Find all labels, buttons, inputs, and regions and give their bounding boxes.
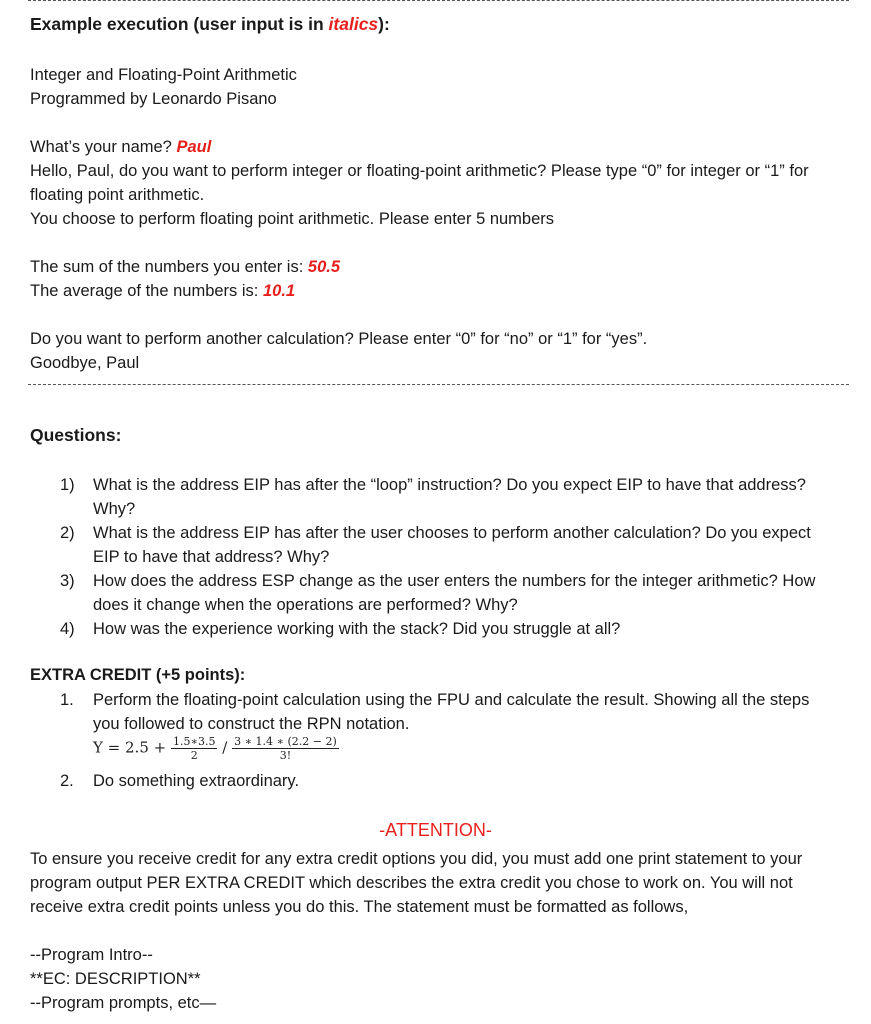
extra-credit-number: 1. <box>60 691 74 709</box>
top-divider <box>28 0 849 1</box>
extra-credit-number: 2. <box>60 772 74 790</box>
goodbye-text: Goodbye, Paul <box>30 354 140 372</box>
format-line: **EC: DESCRIPTION** <box>30 970 201 988</box>
format-line: --Program prompts, etc— <box>30 994 217 1012</box>
question-item <box>60 521 840 569</box>
heading-suffix: ): <box>378 14 390 34</box>
equation-fraction-2 <box>232 735 339 762</box>
again-prompt: Do you want to perform another calculation? Please enter “0” for “no” or “1” for “yes”. <box>30 330 648 348</box>
name-prompt: What’s your name? <box>30 138 172 156</box>
heading-italic-word: italics <box>328 14 379 34</box>
equation-lhs: Y = 2.5 + <box>93 738 167 757</box>
intro-author: Programmed by Leonardo Pisano <box>30 90 277 108</box>
intro-title: Integer and Floating-Point Arithmetic <box>30 66 297 84</box>
question-text: What is the address EIP has after the user chooses to perform another calculation? Do you expect EIP to have that address? Why? <box>93 524 811 566</box>
question-text: What is the address EIP has after the “loop” instruction? Do you expect EIP to have that address? Why? <box>93 476 806 518</box>
example-heading <box>30 12 850 36</box>
hello-text: Hello, Paul, do you want to perform integer or floating-point arithmetic? Please type “0” for integer or “1” for floating point arithmetic. <box>30 162 809 204</box>
question-item <box>60 617 840 641</box>
question-number: 3) <box>60 572 75 590</box>
average-label: The average of the numbers is: <box>30 282 259 300</box>
format-example <box>30 943 850 1015</box>
attention-title: -ATTENTION- <box>379 820 492 840</box>
extra-credit-text: Perform the floating-point calculation using the FPU and calculate the result. Showing all the steps you followed to construct the RPN notation. <box>93 691 810 733</box>
heading-prefix: Example execution (user input is in <box>30 14 329 34</box>
average-line <box>30 279 850 303</box>
fraction-2-numerator: 3 ∗ 1.4 ∗ (2.2 − 2) <box>234 735 337 748</box>
extra-credit-item <box>60 769 840 793</box>
fraction-1-numerator: 1.5∗3.5 <box>172 735 216 748</box>
question-number: 1) <box>60 476 75 494</box>
question-number: 4) <box>60 620 75 638</box>
question-item <box>60 473 840 521</box>
sum-value: 50.5 <box>307 258 341 276</box>
questions-title: Questions: <box>30 425 122 445</box>
sum-label: The sum of the numbers you enter is: <box>30 258 304 276</box>
question-text: How does the address ESP change as the user enters the numbers for the integer arithmetic? How does it change when the operations are performed? Why? <box>93 572 816 614</box>
results <box>30 255 850 303</box>
format-line: --Program Intro-- <box>30 946 153 964</box>
program-intro <box>30 63 850 111</box>
sum-line <box>30 255 850 279</box>
extra-credit-item <box>60 688 840 736</box>
name-input-value: Paul <box>176 138 212 156</box>
execution-dialog <box>30 135 850 231</box>
name-prompt-line <box>30 135 850 159</box>
choose-text: You choose to perform floating point arithmetic. Please enter 5 numbers <box>30 210 555 228</box>
equation-slash: / <box>222 738 228 757</box>
question-text: How was the experience working with the stack? Did you struggle at all? <box>93 620 621 638</box>
average-value: 10.1 <box>262 282 296 300</box>
extra-credit-title: EXTRA CREDIT (+5 points): <box>30 666 246 684</box>
closing-dialog <box>30 327 850 375</box>
extra-credit-text: Do something extraordinary. <box>93 772 300 790</box>
attention-body: To ensure you receive credit for any extra credit options you did, you must add one print statement to your program output PER EXTRA CREDIT which describes the extra credit you chose to work on. You will not receive extra credit points unless you do this. The statement must be formatted as follows, <box>30 850 803 916</box>
equation-fraction-1 <box>171 735 217 762</box>
fraction-2-denominator: 3! <box>279 749 292 762</box>
middle-divider <box>28 384 849 385</box>
question-number: 2) <box>60 524 75 542</box>
fraction-1-denominator: 2 <box>190 749 198 762</box>
question-item <box>60 569 840 617</box>
